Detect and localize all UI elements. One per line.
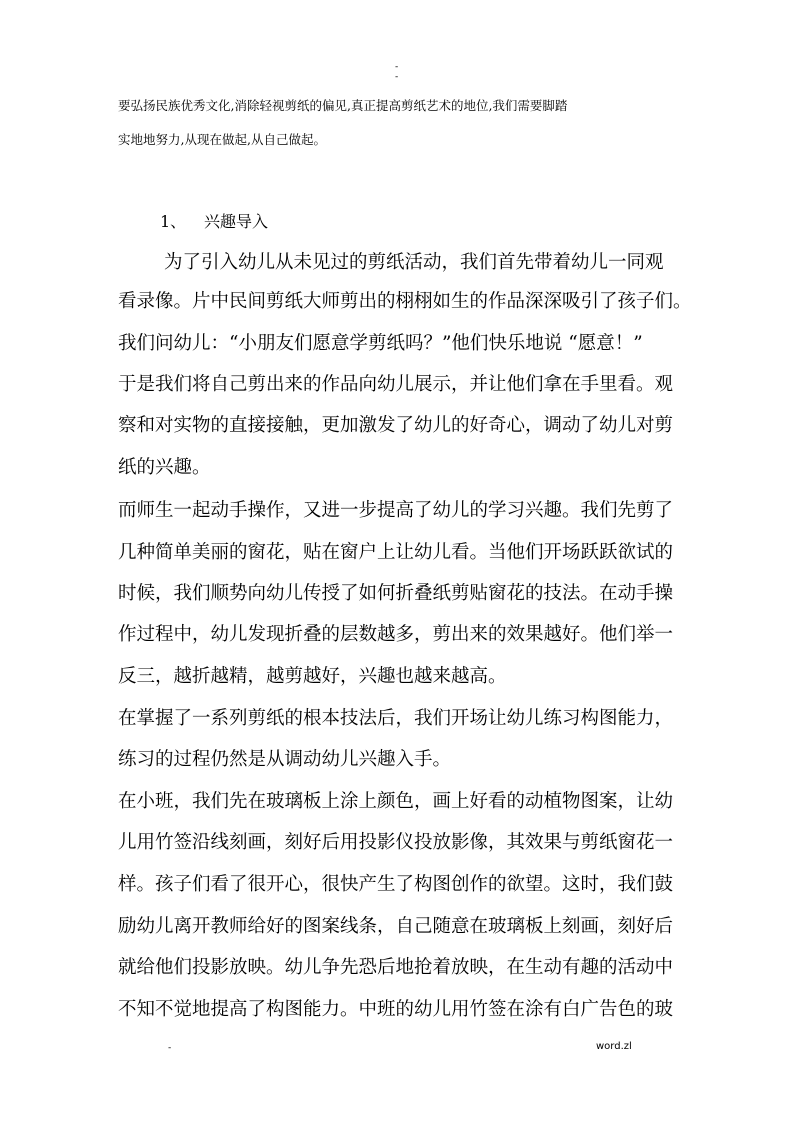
body-line: 于是我们将自己剪出来的作品向幼儿展示，并让他们拿在手里看。观 — [118, 374, 674, 395]
body-line: 在掌握了一系列剪纸的根本技法后，我们开场让幼儿练习构图能力， — [118, 708, 674, 729]
body-line: 反三，越折越精，越剪越好，兴趣也越来越高。 — [118, 666, 507, 687]
body-line: 就给他们投影放映。幼儿争先恐后地抢着放映，在生动有趣的活动中 — [118, 957, 674, 978]
section-number: 1、 — [160, 212, 187, 231]
body-line: 而师生一起动手操作，又进一步提高了幼儿的学习兴趣。我们先剪了 — [118, 500, 674, 521]
body-line: 作过程中，幼儿发现折叠的层数越多，剪出来的效果越好。他们举一 — [118, 624, 674, 645]
body-line: 样。孩子们看了很开心，很快产生了构图创作的欲望。这时，我们鼓 — [118, 874, 674, 895]
body-line: 儿用竹签沿线刻画，刻好后用投影仪投放影像，其效果与剪纸窗花一 — [118, 832, 674, 853]
section-heading — [160, 212, 268, 232]
body-line: 不知不觉地提高了构图能力。中班的幼儿用竹签在涂有白广告色的玻 — [118, 999, 674, 1020]
body-line: 励幼儿离开教师给好的图案线条，自己随意在玻璃板上刻画，刻好后 — [118, 916, 674, 937]
body-line: 察和对实物的直接接触，更加激发了幼儿的好奇心，调动了幼儿对剪 — [118, 415, 674, 436]
footer-label: word.zl — [596, 1041, 632, 1052]
footer-left-mark: - — [168, 1043, 172, 1053]
header-mark-top: - — [395, 62, 399, 72]
body-line: 练习的过程仍然是从调动幼儿兴趣入手。 — [118, 749, 452, 770]
body-line: 为了引入幼儿从未见过的剪纸活动，我们首先带着幼儿一同观 — [164, 252, 664, 273]
body-line: 时候，我们顺势向幼儿传授了如何折叠纸剪贴窗花的技法。在动手操 — [118, 583, 674, 604]
body-line: 在小班，我们先在玻璃板上涂上颜色，画上好看的动植物图案，让幼 — [118, 791, 674, 812]
intro-line: 要弘扬民族优秀文化,消除轻视剪纸的偏见,真正提高剪纸艺术的地位,我们需要脚踏 — [118, 98, 568, 113]
body-line: 我们问幼儿：“小朋友们愿意学剪纸吗？”他们快乐地说 “愿意！” — [118, 333, 643, 354]
body-line: 几种简单美丽的窗花，贴在窗户上让幼儿看。当他们开场跃跃欲试的 — [118, 542, 674, 563]
body-line: 看录像。片中民间剪纸大师剪出的栩栩如生的作品深深吸引了孩子们。 — [118, 291, 692, 312]
section-title: 兴趣导入 — [204, 212, 269, 231]
header-mark-bottom: - — [395, 72, 399, 82]
intro-line: 实地地努力,从现在做起,从自己做起。 — [118, 132, 326, 147]
body-line: 纸的兴趣。 — [118, 457, 211, 478]
